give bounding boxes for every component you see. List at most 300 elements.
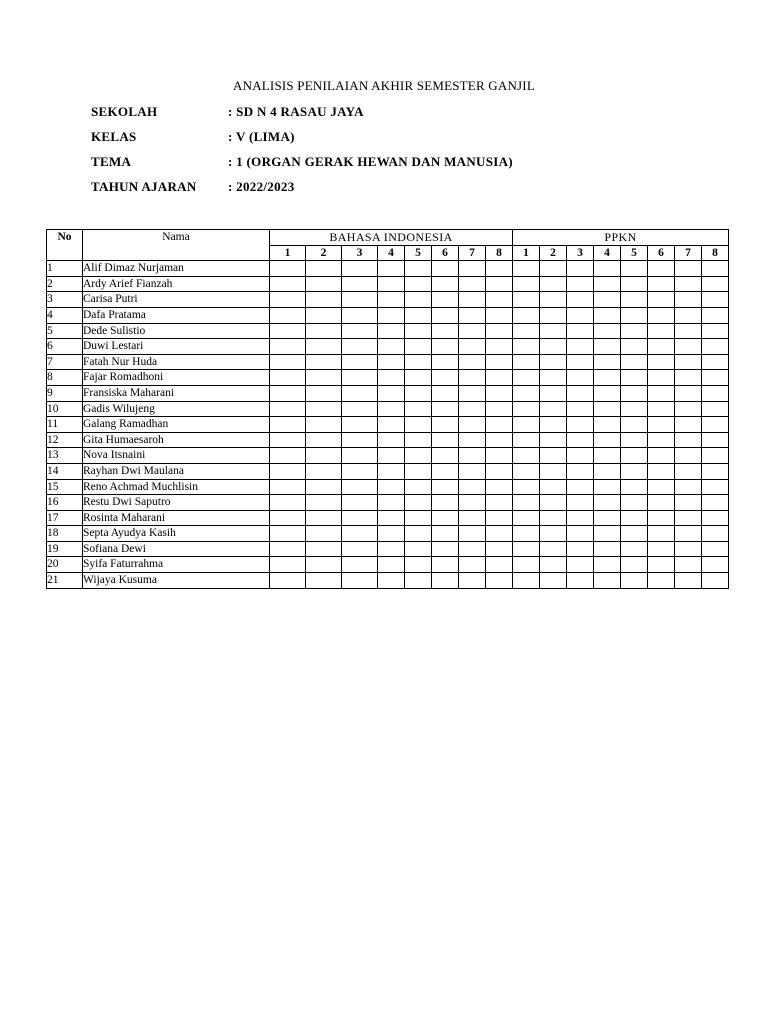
score-cell [648, 479, 675, 495]
score-cell [432, 448, 459, 464]
score-cell [405, 573, 432, 589]
score-cell [432, 495, 459, 511]
score-cell [306, 385, 342, 401]
score-cell [378, 463, 405, 479]
table-row [47, 448, 729, 464]
score-cell [432, 385, 459, 401]
score-cell [621, 526, 648, 542]
row-number: 10 [47, 401, 83, 417]
score-cell [342, 323, 378, 339]
score-cell [270, 463, 306, 479]
score-cell [621, 292, 648, 308]
score-cell [621, 339, 648, 355]
score-cell [432, 276, 459, 292]
row-number: 6 [47, 339, 83, 355]
score-cell [540, 307, 567, 323]
student-name: Fransiska Maharani [83, 385, 270, 401]
score-cell [306, 276, 342, 292]
score-cell [648, 370, 675, 386]
score-cell [513, 339, 540, 355]
score-cell [306, 557, 342, 573]
score-cell [594, 557, 621, 573]
score-cell [306, 401, 342, 417]
score-cell [378, 339, 405, 355]
score-cell [540, 448, 567, 464]
score-cell [306, 541, 342, 557]
score-cell [306, 463, 342, 479]
score-cell [378, 261, 405, 277]
score-cell [459, 276, 486, 292]
table-row [47, 292, 729, 308]
table-row [47, 557, 729, 573]
score-cell [486, 370, 513, 386]
score-cell [675, 323, 702, 339]
item-number-header: 2 [540, 245, 567, 261]
score-cell [702, 307, 729, 323]
score-cell [567, 370, 594, 386]
score-cell [513, 541, 540, 557]
score-cell [432, 526, 459, 542]
score-cell [270, 495, 306, 511]
score-cell [513, 401, 540, 417]
score-cell [459, 448, 486, 464]
score-cell [702, 385, 729, 401]
score-cell [486, 573, 513, 589]
score-cell [567, 526, 594, 542]
score-cell [648, 448, 675, 464]
score-cell [594, 354, 621, 370]
score-cell [270, 448, 306, 464]
score-cell [594, 495, 621, 511]
row-number: 17 [47, 510, 83, 526]
score-cell [459, 510, 486, 526]
row-number: 11 [47, 417, 83, 433]
score-cell [306, 510, 342, 526]
score-cell [342, 432, 378, 448]
row-number: 19 [47, 541, 83, 557]
score-cell [702, 339, 729, 355]
score-cell [567, 385, 594, 401]
score-cell [675, 370, 702, 386]
score-cell [648, 432, 675, 448]
score-cell [270, 261, 306, 277]
score-cell [540, 323, 567, 339]
row-number: 1 [47, 261, 83, 277]
table-row [47, 479, 729, 495]
score-cell [675, 385, 702, 401]
score-cell [702, 557, 729, 573]
score-cell [648, 292, 675, 308]
table-row [47, 339, 729, 355]
row-number: 3 [47, 292, 83, 308]
score-cell [567, 510, 594, 526]
item-number-header: 6 [648, 245, 675, 261]
score-cell [405, 448, 432, 464]
score-cell [513, 292, 540, 308]
score-cell [405, 479, 432, 495]
table-header [47, 230, 729, 261]
score-cell [405, 339, 432, 355]
score-cell [432, 463, 459, 479]
score-cell [270, 385, 306, 401]
score-cell [459, 526, 486, 542]
score-cell [702, 323, 729, 339]
score-cell [306, 307, 342, 323]
score-cell [594, 541, 621, 557]
score-cell [513, 432, 540, 448]
score-cell [702, 495, 729, 511]
score-cell [513, 276, 540, 292]
score-cell [486, 479, 513, 495]
score-cell [306, 432, 342, 448]
score-cell [270, 510, 306, 526]
score-cell [459, 417, 486, 433]
score-cell [459, 541, 486, 557]
student-name: Reno Achmad Muchlisin [83, 479, 270, 495]
score-cell [594, 292, 621, 308]
score-cell [270, 526, 306, 542]
score-cell [513, 448, 540, 464]
score-cell [675, 526, 702, 542]
score-cell [648, 541, 675, 557]
score-cell [342, 479, 378, 495]
score-cell [621, 354, 648, 370]
meta-label-school: SEKOLAH [91, 104, 158, 119]
score-cell [486, 385, 513, 401]
score-cell [621, 573, 648, 589]
score-cell [405, 510, 432, 526]
score-cell [702, 479, 729, 495]
score-cell [342, 339, 378, 355]
score-cell [675, 573, 702, 589]
score-cell [306, 526, 342, 542]
meta-label-school-year: TAHUN AJARAN [91, 179, 197, 194]
score-cell [513, 463, 540, 479]
score-cell [648, 417, 675, 433]
score-cell [540, 276, 567, 292]
score-cell [540, 463, 567, 479]
score-cell [648, 463, 675, 479]
header-subject-bahasa-indonesia: BAHASA INDONESIA [270, 230, 513, 246]
score-cell [459, 463, 486, 479]
score-cell [567, 417, 594, 433]
score-cell [342, 463, 378, 479]
table-row [47, 510, 729, 526]
score-cell [621, 432, 648, 448]
table-row [47, 417, 729, 433]
meta-value-school: : SD N 4 RASAU JAYA [228, 104, 364, 119]
score-cell [432, 417, 459, 433]
item-number-header: 5 [405, 245, 432, 261]
score-cell [540, 354, 567, 370]
score-cell [378, 432, 405, 448]
score-cell [648, 261, 675, 277]
score-cell [567, 463, 594, 479]
score-cell [306, 323, 342, 339]
score-cell [648, 573, 675, 589]
score-cell [594, 385, 621, 401]
score-cell [621, 370, 648, 386]
table-row [47, 401, 729, 417]
table-row [47, 370, 729, 386]
score-cell [621, 557, 648, 573]
score-cell [378, 573, 405, 589]
score-cell [378, 370, 405, 386]
score-cell [648, 354, 675, 370]
score-cell [513, 354, 540, 370]
item-number-header: 7 [675, 245, 702, 261]
score-cell [459, 432, 486, 448]
score-cell [342, 417, 378, 433]
score-cell [702, 448, 729, 464]
score-cell [702, 573, 729, 589]
score-cell [486, 276, 513, 292]
item-number-header: 5 [621, 245, 648, 261]
row-number: 18 [47, 526, 83, 542]
score-cell [594, 448, 621, 464]
score-cell [459, 370, 486, 386]
score-cell [405, 292, 432, 308]
student-rows [47, 261, 729, 588]
student-name: Dafa Pratama [83, 307, 270, 323]
student-name: Fatah Nur Huda [83, 354, 270, 370]
score-cell [648, 323, 675, 339]
item-number-header: 3 [342, 245, 378, 261]
score-cell [486, 526, 513, 542]
score-cell [459, 292, 486, 308]
score-cell [513, 385, 540, 401]
score-cell [459, 573, 486, 589]
score-cell [306, 354, 342, 370]
score-cell [270, 354, 306, 370]
score-cell [540, 495, 567, 511]
score-cell [342, 401, 378, 417]
score-cell [702, 510, 729, 526]
score-cell [594, 323, 621, 339]
score-cell [648, 495, 675, 511]
assessment-table [46, 229, 729, 589]
score-cell [621, 479, 648, 495]
score-cell [702, 354, 729, 370]
score-cell [594, 526, 621, 542]
score-cell [675, 463, 702, 479]
header-no: No [47, 230, 83, 261]
header-subject-ppkn: PPKN [513, 230, 729, 246]
row-number: 12 [47, 432, 83, 448]
score-cell [306, 292, 342, 308]
score-cell [342, 495, 378, 511]
score-cell [432, 307, 459, 323]
row-number: 13 [47, 448, 83, 464]
table-row [47, 463, 729, 479]
score-cell [675, 276, 702, 292]
score-cell [459, 323, 486, 339]
item-number-header: 7 [459, 245, 486, 261]
score-cell [306, 448, 342, 464]
score-cell [621, 495, 648, 511]
score-cell [306, 339, 342, 355]
score-cell [567, 354, 594, 370]
item-number-header: 3 [567, 245, 594, 261]
row-number: 8 [47, 370, 83, 386]
score-cell [342, 261, 378, 277]
score-cell [567, 292, 594, 308]
score-cell [675, 479, 702, 495]
score-cell [540, 417, 567, 433]
score-cell [675, 261, 702, 277]
score-cell [270, 417, 306, 433]
meta-value-class: : V (LIMA) [228, 129, 295, 144]
score-cell [594, 339, 621, 355]
score-cell [540, 510, 567, 526]
score-cell [567, 479, 594, 495]
score-cell [459, 557, 486, 573]
student-name: Septa Ayudya Kasih [83, 526, 270, 542]
row-number: 5 [47, 323, 83, 339]
score-cell [540, 432, 567, 448]
score-cell [342, 510, 378, 526]
item-number-header: 1 [513, 245, 540, 261]
student-name: Gadis Wilujeng [83, 401, 270, 417]
score-cell [567, 557, 594, 573]
score-cell [675, 354, 702, 370]
score-cell [567, 448, 594, 464]
student-name: Nova Itsnaini [83, 448, 270, 464]
student-name: Dede Sulistio [83, 323, 270, 339]
score-cell [342, 573, 378, 589]
score-cell [459, 354, 486, 370]
score-cell [486, 292, 513, 308]
row-number: 4 [47, 307, 83, 323]
table-row [47, 354, 729, 370]
score-cell [513, 479, 540, 495]
score-cell [648, 557, 675, 573]
score-cell [405, 385, 432, 401]
score-cell [378, 276, 405, 292]
score-cell [513, 526, 540, 542]
score-cell [648, 510, 675, 526]
score-cell [567, 339, 594, 355]
score-cell [306, 495, 342, 511]
table-row [47, 432, 729, 448]
score-cell [702, 292, 729, 308]
student-name: Ardy Arief Fianzah [83, 276, 270, 292]
student-name: Syifa Faturrahma [83, 557, 270, 573]
score-cell [513, 557, 540, 573]
score-cell [540, 292, 567, 308]
row-number: 20 [47, 557, 83, 573]
score-cell [513, 261, 540, 277]
score-cell [702, 463, 729, 479]
score-cell [405, 526, 432, 542]
score-cell [306, 573, 342, 589]
score-cell [405, 370, 432, 386]
score-cell [702, 526, 729, 542]
score-cell [486, 463, 513, 479]
score-cell [594, 463, 621, 479]
score-cell [378, 401, 405, 417]
score-cell [594, 261, 621, 277]
score-cell [486, 401, 513, 417]
score-cell [567, 432, 594, 448]
meta-label-theme: TEMA [91, 154, 132, 169]
score-cell [621, 448, 648, 464]
score-cell [513, 370, 540, 386]
score-cell [621, 385, 648, 401]
table-row [47, 276, 729, 292]
score-cell [270, 339, 306, 355]
score-cell [405, 557, 432, 573]
score-cell [432, 292, 459, 308]
score-cell [540, 370, 567, 386]
score-cell [567, 495, 594, 511]
score-cell [432, 479, 459, 495]
score-cell [621, 417, 648, 433]
item-number-header: 6 [432, 245, 459, 261]
score-cell [675, 292, 702, 308]
score-cell [405, 401, 432, 417]
score-cell [432, 401, 459, 417]
score-cell [342, 526, 378, 542]
table-row [47, 385, 729, 401]
score-cell [270, 323, 306, 339]
meta-value-theme: : 1 (ORGAN GERAK HEWAN DAN MANUSIA) [228, 154, 513, 169]
student-name: Fajar Romadhoni [83, 370, 270, 386]
row-number: 15 [47, 479, 83, 495]
score-cell [540, 385, 567, 401]
score-cell [306, 417, 342, 433]
score-cell [702, 541, 729, 557]
score-cell [567, 573, 594, 589]
score-cell [594, 510, 621, 526]
score-cell [378, 495, 405, 511]
score-cell [342, 307, 378, 323]
item-number-header: 4 [378, 245, 405, 261]
score-cell [621, 541, 648, 557]
score-cell [702, 401, 729, 417]
score-cell [378, 307, 405, 323]
score-cell [342, 292, 378, 308]
item-number-header: 2 [306, 245, 342, 261]
score-cell [675, 557, 702, 573]
score-cell [405, 432, 432, 448]
score-cell [594, 307, 621, 323]
score-cell [675, 432, 702, 448]
score-cell [405, 417, 432, 433]
score-cell [270, 276, 306, 292]
table-row [47, 526, 729, 542]
score-cell [405, 307, 432, 323]
score-cell [342, 276, 378, 292]
header-name: Nama [83, 230, 270, 261]
table-row [47, 541, 729, 557]
score-cell [459, 307, 486, 323]
score-cell [567, 261, 594, 277]
score-cell [621, 323, 648, 339]
score-cell [342, 448, 378, 464]
score-cell [540, 261, 567, 277]
score-cell [405, 354, 432, 370]
score-cell [270, 541, 306, 557]
student-name: Wijaya Kusuma [83, 573, 270, 589]
student-name: Sofiana Dewi [83, 541, 270, 557]
score-cell [378, 354, 405, 370]
score-cell [459, 261, 486, 277]
score-cell [459, 385, 486, 401]
score-cell [648, 276, 675, 292]
score-cell [378, 323, 405, 339]
row-number: 14 [47, 463, 83, 479]
